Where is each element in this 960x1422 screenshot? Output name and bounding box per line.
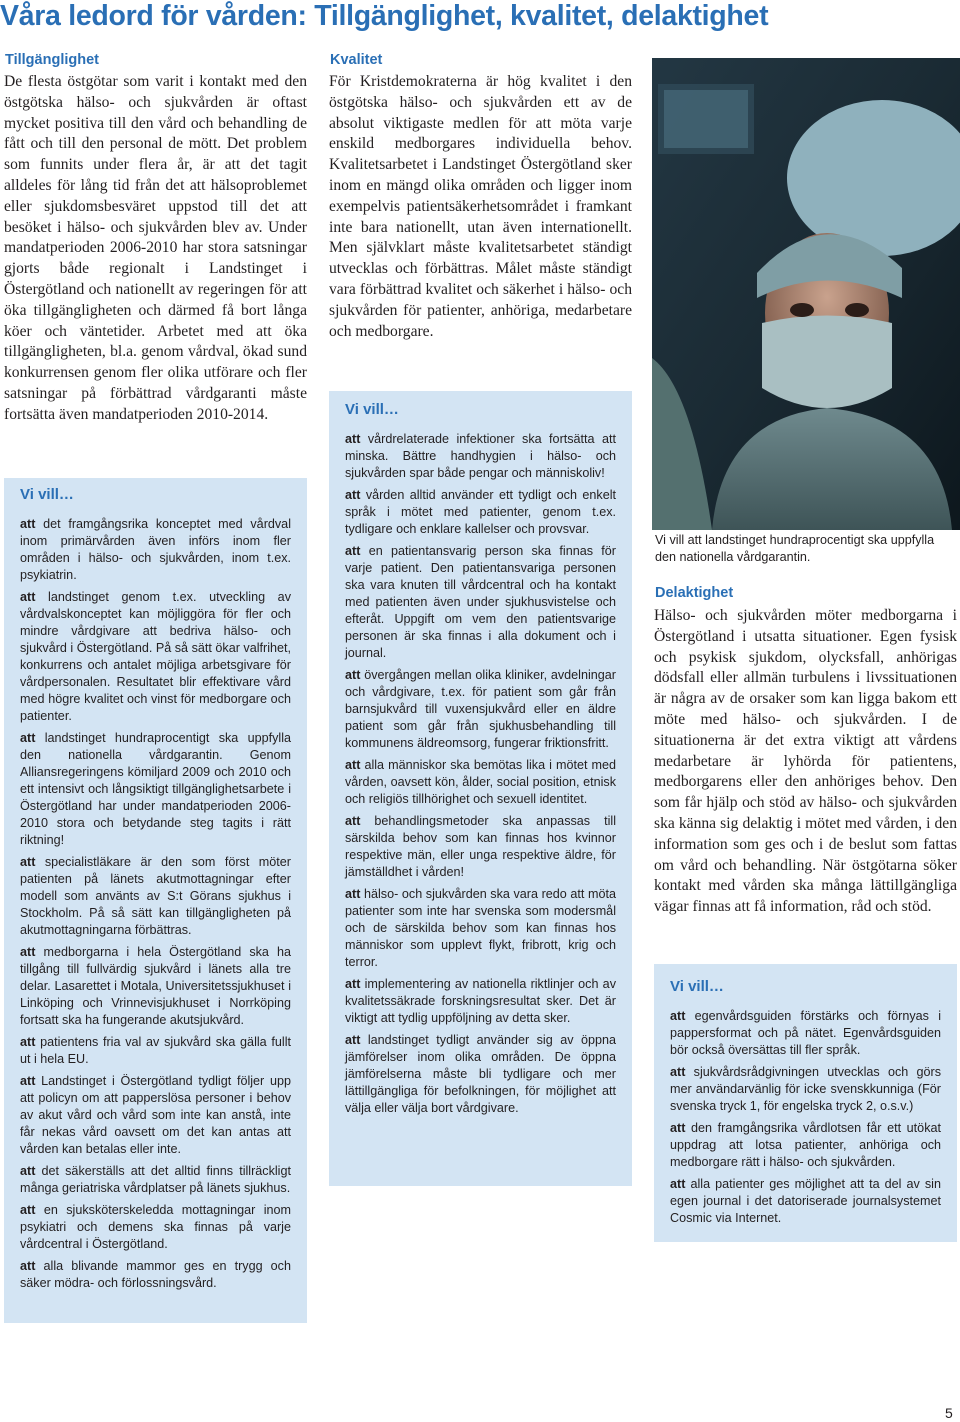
vivill-item-text: medborgarna i hela Östergötland ska ha tillgång till fullvärdig sjukvård i länets alla tre delar. Lasarettet i Motala, Universitetssjukhuset i Linköping och Vrinnevisjukhuset i Norrköping fortsatt ska ha fungerande akutsjukvård. xyxy=(20,945,291,1027)
vivill-item-text: Landstinget i Östergötland tydligt följer upp att policyn om att papperslösa personer i behov av akut vård och vård som inte kan anstå, inte får nekas vård oavsett om det kan antas att vården kan betalas eller inte. xyxy=(20,1074,291,1156)
vivill-item-lead: att xyxy=(345,668,361,682)
vivill-item xyxy=(20,730,291,849)
vivill-list-right xyxy=(670,1008,941,1227)
vivill-item xyxy=(20,854,291,939)
vivill-item xyxy=(345,667,616,752)
vivill-item xyxy=(20,1163,291,1197)
vivill-item-text: alla människor ska bemötas lika i mötet med vården, oavsett kön, ålder, social position, etnisk och religiös tillhörighet och sexuell identitet. xyxy=(345,758,616,806)
vivill-item-text: landstinget genom t.ex. utveckling av vårdvalskonceptet kan möjliggöra för fler och mindre vårdgivare att bedriva hälso- och sjukvård i Östergötland. På så sätt ökar valfrihet, konkurrens och antalet möjliga arbetsgivare för vårdpersonalen. Resultatet blir effektivare vård med högre kvalitet och vinst för medborgare och patienter. xyxy=(20,590,291,723)
vivill-item-lead: att xyxy=(20,855,36,869)
vivill-item xyxy=(20,1034,291,1068)
vivill-box-left xyxy=(4,478,307,1323)
surgeon-illustration xyxy=(652,58,960,530)
vivill-item xyxy=(20,589,291,725)
vivill-item xyxy=(20,944,291,1029)
vivill-item-text: det säkerställs att det alltid finns tillräckligt många geriatriska vårdplatser på länets sjukhus. xyxy=(20,1164,291,1195)
vivill-item xyxy=(345,757,616,808)
vivill-item-text: specialistläkare är den som först möter patienten på länets akutmottagningar efter modell som använts av S:t Görans sjukhus i Stockholm. På så sätt kan tillgängligheten på akutmottagningarna förbättras. xyxy=(20,855,291,937)
vivill-item xyxy=(670,1008,941,1059)
vivill-item-text: patientens fria val av sjukvård ska gälla fullt ut i hela EU. xyxy=(20,1035,291,1066)
photo-caption: Vi vill att landstinget hundraprocentigt ska uppfylla den nationella vårdgarantin. xyxy=(655,533,935,564)
vivill-item-lead: att xyxy=(345,432,361,446)
vivill-title-left: Vi vill… xyxy=(20,486,74,503)
vivill-item-text: hälso- och sjukvården ska vara redo att möta patienter som inte har svenska som modersmål och de särskilda behov som kan finnas hos människor som upplevt flykt, fribrott, krig och terror. xyxy=(345,887,616,969)
vivill-item xyxy=(670,1120,941,1171)
vivill-item xyxy=(345,431,616,482)
kvalitet-body: För Kristdemokraterna är hög kvalitet i den östgötska hälso- och sjukvården ett av de absolut viktigaste medlen för att möta varje enskild medborgares individuella behov. Kvalitetsarbetet i Landstinget Östergötland sker inom en mängd olika områden och ligger inom exempelvis patientsäkerhetsområdet i framkant inte bara nationellt, utan även internationellt. Men självklart måste kvalitetsarbetet ständigt utvecklas och förbättras. Målet måste ständigt vara förbättrad kvalitet och säkerhet i hälso- och sjukvården för patienter, anhöriga, medarbetare och medborgare. xyxy=(329,73,632,340)
vivill-item xyxy=(670,1064,941,1115)
vivill-item xyxy=(345,1032,616,1117)
page-number: 5 xyxy=(945,1405,953,1421)
vivill-item-text: det framgångsrika konceptet med vårdval inom primärvården även införs inom fler områden i hälso- och sjukvården, inom t.ex. psykiatrin. xyxy=(20,517,291,582)
vivill-item xyxy=(345,886,616,971)
vivill-item-lead: att xyxy=(345,977,361,991)
vivill-item-text: alla patienter ges möjlighet att ta del av sin egen journal i det datoriserade journalsystemet Cosmic via Internet. xyxy=(670,1177,941,1225)
vivill-item xyxy=(20,516,291,584)
vivill-item xyxy=(345,543,616,662)
vivill-item-text: egenvårdsguiden förstärks och förnyas i pappersformat och på nätet. Egenvårdsguiden bör också översättas till fler språk. xyxy=(670,1009,941,1057)
vivill-item xyxy=(670,1176,941,1227)
vivill-item-lead: att xyxy=(20,1203,36,1217)
vivill-title-right: Vi vill… xyxy=(670,978,724,995)
vivill-item-text: den framgångsrika vårdlotsen får ett utökat uppdrag att lotsa patienter, anhöriga och medborgare rätt i hälso- och sjukvården. xyxy=(670,1121,941,1169)
vivill-item-lead: att xyxy=(345,758,361,772)
page-title: Våra ledord för vården: Tillgänglighet, kvalitet, delaktighet xyxy=(0,0,769,32)
vivill-item-lead: att xyxy=(20,1074,36,1088)
vivill-item-lead: att xyxy=(670,1177,686,1191)
vivill-item xyxy=(20,1202,291,1253)
vivill-item-lead: att xyxy=(345,488,361,502)
vivill-item-text: övergången mellan olika kliniker, avdelningar och vårdgivare, t.ex. för patient som går från barnsjukvård till vuxensjukvård eller en äldre patient som går från sjukhusbehandling till kommunens äldreomsorg, fungerar friktionsfritt. xyxy=(345,668,616,750)
vivill-box-right xyxy=(654,964,957,1242)
vivill-item-lead: att xyxy=(670,1065,686,1079)
vivill-item-lead: att xyxy=(345,1033,361,1047)
vivill-box-middle xyxy=(329,391,632,1186)
vivill-item-lead: att xyxy=(20,590,36,604)
vivill-item-text: landstinget hundraprocentigt ska uppfylla den nationella vårdgarantin. Genom Alliansregeringens kömiljard 2009 och 2010 och ett intensivt och långsiktigt tillgänglighetsarbete i Östergötland har under mandatperioden 2006-2010 stora och betydande steg tagits i rätt riktning! xyxy=(20,731,291,847)
vivill-list-middle xyxy=(345,431,616,1117)
vivill-item-text: en sjuksköterskeledda mottagningar inom psykiatri och demens ska finnas på varje vårdcentral i Östergötland. xyxy=(20,1203,291,1251)
heading-delaktighet: Delaktighet xyxy=(655,585,734,601)
vivill-item-text: behandlingsmetoder ska anpassas till särskilda behov som kan finnas hos kvinnor respektive män, eller unga respektive äldre, för jämställdhet i vården! xyxy=(345,814,616,879)
vivill-title-middle: Vi vill… xyxy=(345,401,399,418)
heading-kvalitet: Kvalitet xyxy=(330,52,383,68)
vivill-item-text: sjukvårdsrådgivningen utvecklas och görs mer användarvänlig för icke svenskkunniga (För svenska tryck 1, för engelska tryck 2, o.s.v.) xyxy=(670,1065,941,1113)
vivill-list-left xyxy=(20,516,291,1292)
vivill-item-lead: att xyxy=(20,731,36,745)
heading-tillganglighet: Tillgänglighet xyxy=(5,52,99,68)
vivill-item-lead: att xyxy=(345,544,361,558)
vivill-item-lead: att xyxy=(20,945,36,959)
vivill-item-lead: att xyxy=(345,814,361,828)
vivill-item-lead: att xyxy=(20,1035,36,1049)
surgeon-photo xyxy=(652,58,960,530)
vivill-item-text: vården alltid använder ett tydligt och enkelt språk i mötet med patienter, genom t.ex. tydligare och enklare kallelser och provsvar. xyxy=(345,488,616,536)
vivill-item-lead: att xyxy=(670,1121,686,1135)
vivill-item-text: en patientansvarig person ska finnas för varje patient. Den patientansvariga personen ska vara knuten till vårdcentral och ha kontakt med patienten även under sjukhusvistelse och efteråt. Uppgift om vem den patientsvarige personen är ska finnas i alla dokument och i journal. xyxy=(345,544,616,660)
vivill-item-text: alla blivande mammor ges en trygg och säker mödra- och förlossningsvård. xyxy=(20,1259,291,1290)
vivill-item xyxy=(345,813,616,881)
vivill-item-lead: att xyxy=(670,1009,686,1023)
vivill-item-text: vårdrelaterade infektioner ska fortsätta att minska. Bättre handhygien i hälso- och sjukvården spar både pengar och människoliv! xyxy=(345,432,616,480)
vivill-item-lead: att xyxy=(345,887,361,901)
vivill-item-lead: att xyxy=(20,517,36,531)
vivill-item xyxy=(345,976,616,1027)
tillganglighet-body: De flesta östgötar som varit i kontakt med den östgötska hälso- och sjukvården är oftast mycket positiva till den vård och behandling de fått och till den personal de mött. Det problem som funnits under flera år, är att det tagit alldeles för lång tid från det att hälsoproblemet eller sjukdomsbesväret uppstod till det att besöket i hälso- och sjukvården blev av. Under mandatperioden 2006-2010 har stora satsningar gjorts både regionalt i Landstinget i Östergötland och nationellt av regeringen för att öka tillgängligheten och därmed få bort långa köer och väntetider. Arbetet med att öka tillgängligheten, bl.a. genom vårdval, ökad sund konkurrensen genom fler olika utförare och fler satsningar på förbättrad vårdgaranti måste fortsätta även mandatperioden 2010-2014. xyxy=(4,73,307,423)
vivill-item-lead: att xyxy=(20,1259,36,1273)
vivill-item xyxy=(345,487,616,538)
vivill-item xyxy=(20,1258,291,1292)
vivill-item-text: landstinget tydligt använder sig av öppna jämförelser inom olika områden. De öppna jämförelserna måste bli tydligare och mer lättillgängliga för befolkningen, för möjlighet att välja eller välja bort vårdgivare. xyxy=(345,1033,616,1115)
vivill-item-text: implementering av nationella riktlinjer och av kvalitetssäkrade forskningsresultat sker. Det är viktigt att tydlig uppföljning av detta sker. xyxy=(345,977,616,1025)
delaktighet-body: Hälso- och sjukvården möter medborgarna i Östergötland i utsatta situationer. Egen fysisk och psykisk sjukdom, olycksfall, anhörigas dödsfall eller allmän turbulens i livssituationen är några av de orsaker som kan ligga bakom ett möte med hälso- och sjukvården. I de situationerna är det extra viktigt att vårdens medarbetare är lyhörda för patientens, medborgarens eller den anhöriges behov. Den som får hjälp och stöd av hälso- och sjukvården ska känna sig delaktig i mötet med vården, i den information som ges och i de beslut som fattas om vård och behandling. När östgötarna söker kontakt med vården ska många lättillgängliga vägar finnas att få information, råd och stöd. xyxy=(654,607,957,916)
vivill-item-lead: att xyxy=(20,1164,36,1178)
vivill-item xyxy=(20,1073,291,1158)
